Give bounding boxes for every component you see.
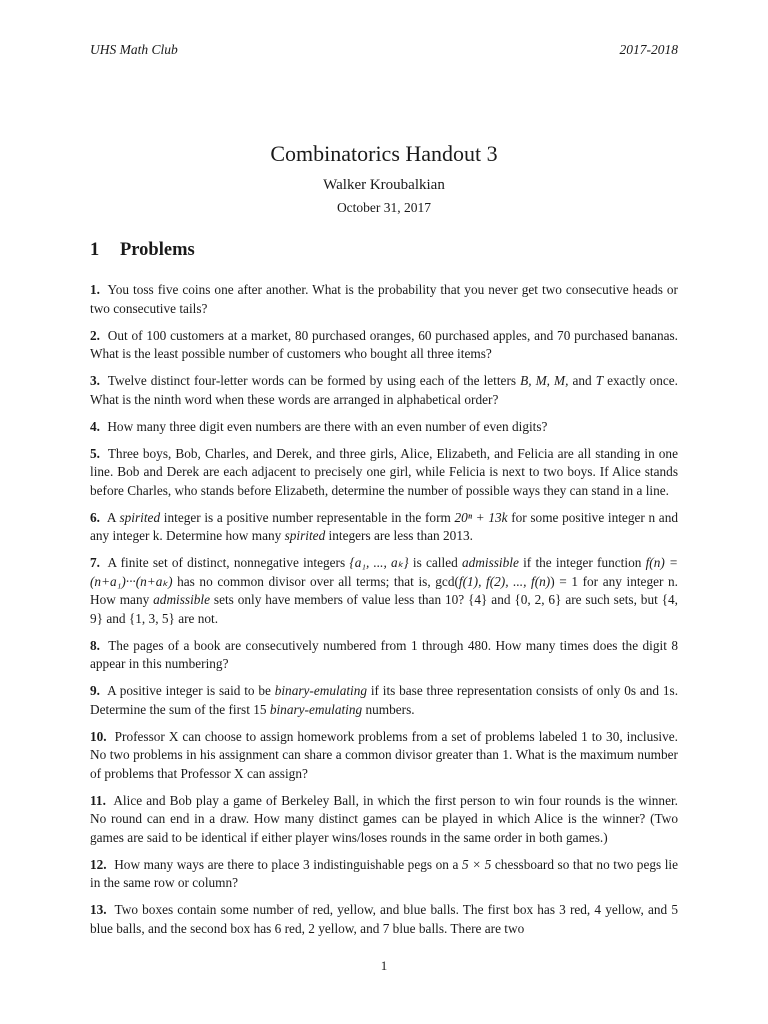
- problem-text: integers are less than 2013.: [325, 528, 473, 543]
- problem-2: [90, 327, 678, 364]
- problem-text: A positive integer is said to be: [107, 683, 275, 698]
- problem-text: exactly once. What is the ninth word when these words are arranged in alphabetical order?: [90, 373, 678, 407]
- problem-text: for some positive integer n and any integer k. Determine how many: [90, 509, 678, 543]
- problem-number: 4.: [90, 418, 100, 434]
- problem-text: has no common divisor over all terms; that is, gcd(: [172, 573, 459, 589]
- problem-9: [90, 682, 678, 719]
- problem-3: [90, 372, 678, 409]
- problem-text: How many three digit even numbers are there with an even number of even digits?: [107, 418, 548, 434]
- problem-text: Twelve distinct four-letter words can be formed by using each of the letters: [107, 373, 521, 388]
- math-function: f(n) = (n+a₁)···(n+aₖ): [90, 555, 679, 589]
- document-author: Walker Kroubalkian: [323, 177, 445, 193]
- term-binary-emulating: binary-emulating: [274, 683, 368, 698]
- problem-5: [90, 445, 678, 501]
- document-title: Combinatorics Handout 3: [270, 141, 498, 166]
- running-header: [90, 42, 678, 60]
- math-board-size: 5 × 5: [461, 856, 492, 872]
- problem-number: 11.: [90, 792, 106, 808]
- problem-text: chessboard so that no two pegs lie in the same row or column?: [90, 856, 679, 890]
- problem-number: 8.: [90, 637, 100, 653]
- problem-6: [90, 509, 678, 546]
- math-gcd-args: f(1), f(2), ..., f(n): [458, 573, 551, 589]
- problem-number: 1.: [90, 282, 100, 297]
- title-block: [0, 140, 768, 218]
- page-number: 1: [380, 958, 388, 973]
- problem-text: and: [568, 373, 596, 388]
- math-set: {a₁, ..., aₖ}: [349, 555, 409, 570]
- math-letter-t: T: [595, 373, 604, 388]
- problem-number: 12.: [90, 856, 107, 872]
- math-letters: B, M, M,: [520, 373, 569, 388]
- problem-text: ) = 1 for any integer n. How many: [90, 573, 678, 607]
- term-spirited: spirited: [119, 509, 161, 525]
- problem-number: 3.: [90, 373, 100, 388]
- problem-text: Out of 100 customers at a market, 80 purchased oranges, 60 purchased apples, and 70 purchased bananas. What is the least possible number of customers who bought all three items?: [90, 327, 678, 361]
- term-admissible: admissible: [461, 555, 519, 570]
- term-spirited: spirited: [284, 528, 326, 543]
- problem-text: numbers.: [362, 701, 415, 717]
- problem-text: Professor X can choose to assign homework problems from a set of problems labeled 1 to 30, inclusive. No two problems in his assignment can share a common divisor greater than 1. What is the maximum number of problems that Professor X can assign?: [90, 728, 679, 781]
- header-school-year: 2017-2018: [619, 42, 678, 57]
- problem-number: 7.: [90, 555, 100, 570]
- problem-number: 13.: [90, 902, 107, 917]
- problem-text: integer is a positive number representable in the form: [160, 509, 455, 525]
- problem-number: 5.: [90, 445, 100, 461]
- term-admissible: admissible: [153, 592, 211, 607]
- problem-13: [90, 901, 678, 938]
- math-expression: 20ⁿ + 13k: [454, 509, 508, 525]
- problem-text: The pages of a book are consecutively numbered from 1 through 480. How many times does the digit 8 appear in this numbering?: [90, 637, 678, 671]
- problem-number: 9.: [90, 683, 100, 698]
- problem-list: [90, 281, 678, 947]
- problem-text: sets only have members of value less than 10? {4} and {0, 2, 6} are such sets, but {4, 9} and {1, 3, 5} are not.: [90, 592, 679, 626]
- section-heading: [90, 240, 195, 261]
- problem-7: [90, 554, 678, 628]
- term-binary-emulating: binary-emulating: [269, 701, 363, 717]
- problem-4: [90, 418, 678, 437]
- header-club-name: UHS Math Club: [90, 42, 178, 57]
- problem-text: is called: [408, 555, 462, 570]
- problem-text: Alice and Bob play a game of Berkeley Ball, in which the first person to win four rounds is the winner. No round can end in a draw. How many distinct games can be played in which Alice is the winner? (Two games are said to be identical if either player wins/loses rounds in the same order in both games.): [90, 792, 678, 845]
- problem-text: You toss five coins one after another. What is the probability that you never get two consecutive heads or two consecutive tails?: [90, 282, 678, 316]
- problem-text: A finite set of distinct, nonnegative integers: [107, 555, 350, 570]
- problem-12: [90, 856, 678, 893]
- problem-text: if its base three representation consists of only 0s and 1s. Determine the sum of the first 15: [90, 683, 679, 717]
- section-number: 1: [90, 240, 100, 260]
- problem-1: [90, 281, 678, 318]
- problem-10: [90, 728, 678, 784]
- problem-number: 6.: [90, 509, 100, 525]
- problem-number: 2.: [90, 327, 100, 343]
- problem-8: [90, 637, 678, 674]
- problem-number: 10.: [90, 728, 107, 744]
- problem-text: if the integer function: [518, 555, 646, 570]
- problem-11: [90, 792, 678, 848]
- problem-text: How many ways are there to place 3 indistinguishable pegs on a: [114, 856, 462, 872]
- document-date: October 31, 2017: [336, 200, 432, 215]
- problem-text: Three boys, Bob, Charles, and Derek, and three girls, Alice, Elizabeth, and Felicia are all standing in one line. Bob and Derek are each adjacent to precisely one girl, while Felicia is next to two boys. If Alice stands before Charles, who stands before Elizabeth, determine the number of possible ways they can stand in a line.: [90, 445, 678, 498]
- section-title: Problems: [120, 240, 195, 260]
- problem-text: A: [106, 509, 120, 525]
- problem-text: Two boxes contain some number of red, yellow, and blue balls. The first box has 3 red, 4 yellow, and 5 blue balls, and the second box has 6 red, 2 yellow, and 7 blue balls. There are two: [90, 902, 679, 936]
